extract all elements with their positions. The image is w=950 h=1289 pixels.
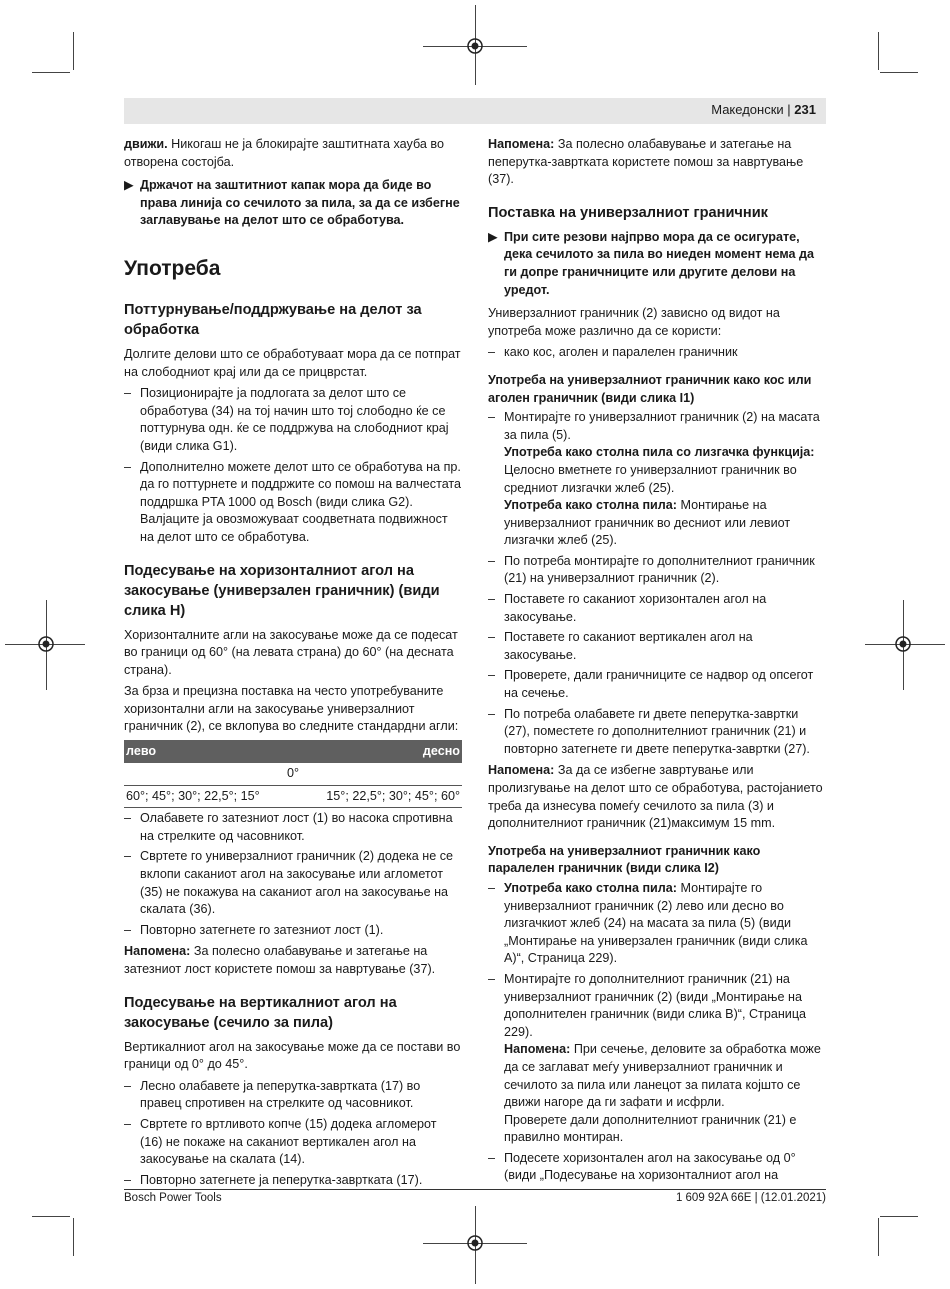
crop-mark <box>878 1218 879 1256</box>
crop-mark <box>73 1218 74 1256</box>
warning-guard <box>124 177 462 230</box>
sub-label: Употреба како столна пила: <box>504 498 677 513</box>
warning-blade <box>488 229 826 299</box>
support-list <box>124 385 462 546</box>
list-item: – Повторно затегнете го затезниот лост (1). <box>124 922 462 940</box>
warning-arrow-icon: ▶ <box>488 229 498 244</box>
paragraph-horizontal-2: За брза и прецизна поставка на често употребуваните хоризонтални агли на закосување универзалниот граничник (2), се вклопува во следните стандардни агли: <box>124 684 459 734</box>
note-horizontal <box>124 943 462 978</box>
heading-oblique-stop: Употреба на универзалниот граничник како кос или аголен граничник (види слика I1) <box>488 372 812 405</box>
crop-mark <box>73 32 74 70</box>
list-item: – Позиционирајте ја подлогата за делот што се обработува (34) на тој начин што тој слободно ќе се поттурнува одн. ќе се поддржува на слободниот крај (види слика G1). <box>124 385 462 455</box>
intro-bold: движи. <box>124 137 168 151</box>
list-item: – Поставете го саканиот хоризонтален агол на закосување. <box>488 591 826 626</box>
crop-mark <box>32 1216 70 1217</box>
table-header-left: лево <box>124 740 293 763</box>
warning-text: Држачот на заштитниот капак мора да биде во права линија со сечилото за пила, за да се избегне заглавување на делот што се обработува. <box>140 178 460 228</box>
list-item: – Олабавете го затезниот лост (1) во насока спротивна на стрелките од часовникот. <box>124 810 462 845</box>
list-item: – Свртете го вртливото копче (15) додека агломерот (16) не покаже на саканиот вертикален агол на закосување на скалата (14). <box>124 1116 462 1169</box>
note-label: Напомена: <box>488 137 555 151</box>
list-item: – По потреба монтирајте го дополнителниот граничник (21) на универзалниот граничник (2). <box>488 553 826 588</box>
note-text: При сечење, деловите за обработка може да се заглават меѓу универзалниот граничник и сечилото за пила или ланецот за пилата којшто се движи нагоре да ги зафати и исфрли. <box>504 1042 821 1110</box>
footer-brand: Bosch Power Tools <box>124 1192 222 1204</box>
list-item: – Дополнително можете делот што се обработува на пр. да го поттурнете и поддржите со помош на валчестата поддршка PTA 1000 од Bosch (види слика G2). Валјаците ја овозможуваат соодветната подвижност на делот што се обработува. <box>124 459 462 547</box>
sub-text: Монтирање на универзалниот граничник во десниот или левиот лизгачки жлеб (25). <box>504 498 791 548</box>
registration-mark-icon <box>466 37 484 55</box>
crop-mark <box>878 32 879 70</box>
list-item: – Свртете го универзалниот граничник (2) додека не се вклопи саканиот агол на закосување или аглометот (35) не покажува на саканиот агол на закосување на скалата (36). <box>124 848 462 918</box>
list-item: – По потреба олабавете ги двете пеперутка-завртки (27), поместете го дополнителниот граничник (21) и повторно затегнете ги двете пеперутка-завртки (27). <box>488 706 826 759</box>
note-label: Напомена: <box>488 763 555 778</box>
page-header <box>124 98 826 124</box>
paragraph-vertical: Вертикалниот агол на закосување може да се постави во граници од 0° до 45°. <box>124 1039 461 1072</box>
list-item <box>488 971 826 1147</box>
left-column <box>124 136 462 1193</box>
sub-text: Целосно вметнете го универзалниот граничник во средниот лизгачки жлеб (25). <box>504 462 797 495</box>
footer-rule <box>124 1189 826 1190</box>
paragraph-horizontal-1: Хоризонталните агли на закосување може да се подесат во граници од 60° (на левата страна) до 60° (на десната страна). <box>124 627 458 677</box>
list-item-text: Монтирајте го универзалниот граничник (2) на масата за пила (5). <box>504 410 820 442</box>
paragraph-support: Долгите делови што се обработуваат мора да се потпрат на слободниот крај или да се прицврстат. <box>124 346 461 379</box>
paragraph-universal: Универзалниот граничник (2) зависно од видот на употреба може различно да се користи: <box>488 306 780 338</box>
warning-arrow-icon: ▶ <box>124 178 134 193</box>
registration-mark-icon <box>37 635 55 653</box>
list-item: – Лесно олабавете ја пеперутка-завртката (17) во правец спротивен на стрелките од часовникот. <box>124 1078 462 1113</box>
list-item: – Проверете, дали граничниците се надвор од опсегот на сечење. <box>488 667 826 702</box>
list-item: – Поставете го саканиот вертикален агол на закосување. <box>488 629 826 664</box>
heading-support: Поттурнување/поддржување на делот за обработка <box>124 301 422 338</box>
header-text <box>711 102 826 117</box>
heading-vertical-angle: Подесување на вертикалниот агол на закосување (сечило за пила) <box>124 994 397 1031</box>
footer-doc-number: 1 609 92A 66E | (12.01.2021) <box>675 1192 826 1204</box>
table-cell-center: 0° <box>124 763 462 785</box>
horizontal-list <box>124 810 462 939</box>
list-item-text: Проверете дали дополнителниот граничник (21) е правилно монтиран. <box>504 1112 797 1145</box>
crop-mark <box>32 72 70 73</box>
warning-text: При сите резови најпрво мора да се осигурате, дека сечилото за пила во ниеден момент нема да ги допре граничниците или другите делови на уредот. <box>504 229 814 297</box>
header-separator: | <box>787 102 791 117</box>
right-column <box>488 136 826 1189</box>
list-item-text: Монтирајте го дополнителниот граничник (21) на универзалниот граничник (2) (види „Монтирање на дополнителен граничник (види слика B)“, Страница 229). <box>504 971 807 1039</box>
note-butterfly <box>488 136 826 189</box>
intro-paragraph <box>124 136 462 171</box>
crop-mark <box>880 1216 918 1217</box>
registration-mark-icon <box>466 1234 484 1252</box>
universal-list <box>488 344 826 362</box>
list-item: – Повторно затегнете ја пеперутка-завртката (17). <box>124 1172 462 1190</box>
sub-label: Употреба како столна пила: <box>504 880 677 895</box>
heading-horizontal-angle: Подесување на хоризонталниот агол на закосување (универзален граничник) (види слика H) <box>124 562 440 619</box>
note-distance <box>488 762 826 832</box>
sub-label: Употреба како столна пила со лизгачка функција: <box>504 445 815 460</box>
intro-rest: Никогаш не ја блокирајте заштитната хауба во отворена состојба. <box>124 137 444 169</box>
angles-table <box>124 740 462 808</box>
vertical-list <box>124 1078 462 1190</box>
parallel-list <box>488 880 826 1185</box>
heading-parallel-stop: Употреба на универзалниот граничник како паралелен граничник (види слика I2) <box>488 843 761 876</box>
list-item <box>488 409 826 550</box>
list-item <box>488 880 826 968</box>
note-label: Напомена: <box>504 1042 571 1057</box>
list-item-text: Монтирајте го универзалниот граничник (2) лево или десно во лизгачкиот жлеб (24) на масата за пила (5) (види „Монтирање на универзален граничник (види слика A)“, Страница 229). <box>504 880 808 966</box>
registration-mark-icon <box>894 635 912 653</box>
oblique-list <box>488 409 826 758</box>
heading-universal-stop: Поставка на универзалниот граничник <box>488 204 768 221</box>
note-text: За полесно олабавување и затегање на затезниот лост користете помош за навртување (37). <box>124 944 436 976</box>
table-header-right: десно <box>293 740 462 763</box>
list-item: – Подесете хоризонтален агол на закосување од 0° (види „Подесување на хоризонталниот агол на <box>488 1150 826 1185</box>
header-language: Македонски <box>711 102 784 117</box>
crop-mark <box>880 72 918 73</box>
note-text: За полесно олабавување и затегање на пеперутка-завртката користете помош за навртување (37). <box>488 137 804 187</box>
section-title-usage: Употреба <box>124 256 221 280</box>
table-cell-right: 15°; 22,5°; 30°; 45°; 60° <box>293 785 462 808</box>
page-number: 231 <box>794 102 816 117</box>
note-text: За да се избегне завртување или пролизгување на делот што се обработува, растојанието треба да изнесува помеѓу сечилото за пила (3) и дополнителниот граничник (21)максимум 15 mm. <box>488 763 823 831</box>
note-label: Напомена: <box>124 944 191 959</box>
table-cell-left: 60°; 45°; 30°; 22,5°; 15° <box>124 785 293 808</box>
list-item: – како кос, аголен и паралелен граничник <box>488 344 826 362</box>
